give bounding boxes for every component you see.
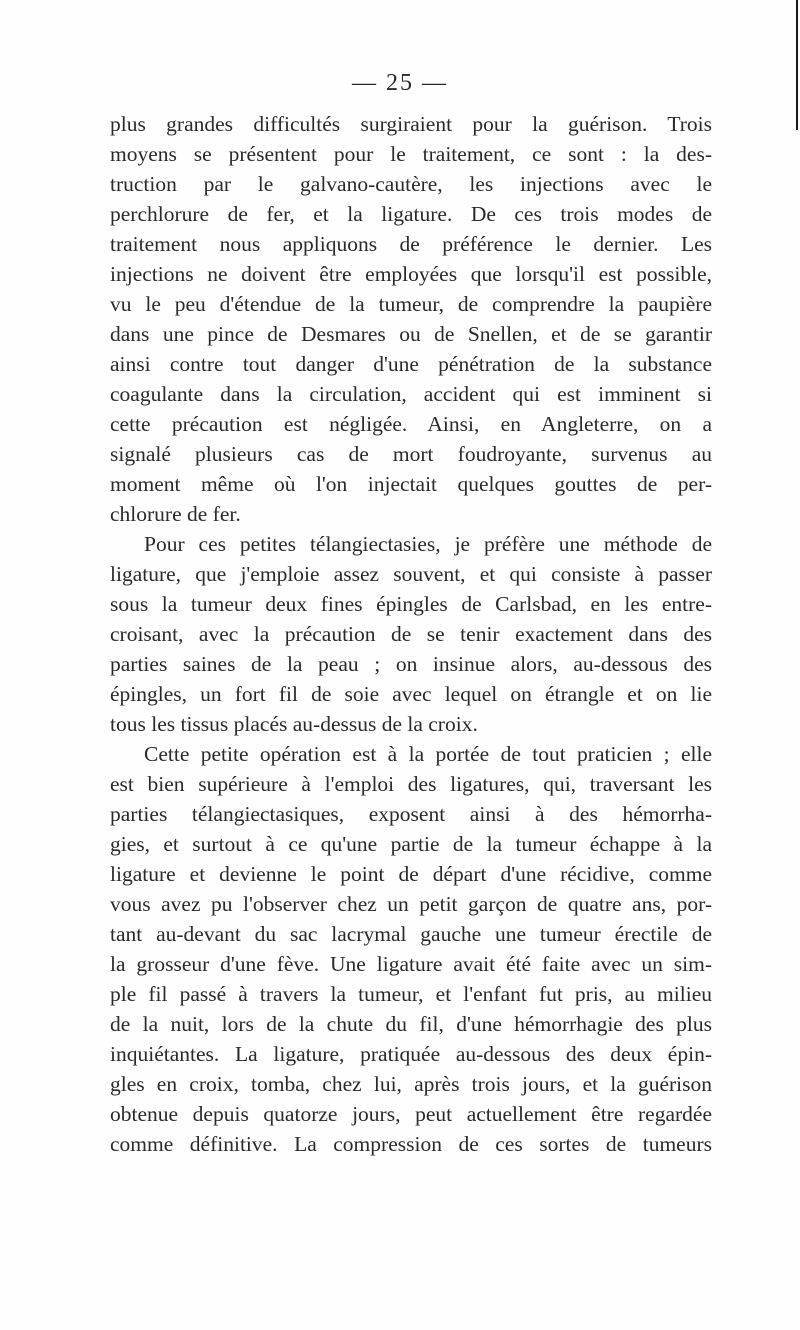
text-line: de la nuit, lors de la chute du fil, d'une hémorrhagie des plus: [110, 1012, 712, 1036]
text-line: sous la tumeur deux fines épingles de Carlsbad, en les entre-: [110, 592, 712, 616]
text-line: parties saines de la peau ; on insinue alors, au-dessous des: [110, 652, 712, 676]
text-line: ple fil passé à travers la tumeur, et l'enfant fut pris, au milieu: [110, 982, 712, 1006]
text-line: coagulante dans la circulation, accident qui est imminent si: [110, 382, 712, 406]
text-line: tant au-devant du sac lacrymal gauche une tumeur érectile de: [110, 922, 712, 946]
text-line: injections ne doivent être employées que lorsqu'il est possible,: [110, 262, 712, 286]
text-line: moment même où l'on injectait quelques gouttes de per-: [110, 472, 712, 496]
text-line: épingles, un fort fil de soie avec lequel on étrangle et on lie: [110, 682, 712, 706]
text-line: cette précaution est négligée. Ainsi, en Angleterre, on a: [110, 412, 712, 436]
text-line: vous avez pu l'observer chez un petit garçon de quatre ans, por-: [110, 892, 712, 916]
text-line: perchlorure de fer, et la ligature. De ces trois modes de: [110, 202, 712, 226]
text-line: truction par le galvano-cautère, les injections avec le: [110, 172, 712, 196]
text-line: traitement nous appliquons de préférence le dernier. Les: [110, 232, 712, 256]
text-line: comme définitive. La compression de ces sortes de tumeurs: [110, 1132, 712, 1156]
text-line: ainsi contre tout danger d'une pénétration de la substance: [110, 352, 712, 376]
page-edge-line: [796, 0, 798, 130]
text-line: croisant, avec la précaution de se tenir exactement dans des: [110, 622, 712, 646]
text-line: vu le peu d'étendue de la tumeur, de comprendre la paupière: [110, 292, 712, 316]
text-line: parties télangiectasiques, exposent ainsi à des hémorrha-: [110, 802, 712, 826]
text-line: tous les tissus placés au-dessus de la croix.: [110, 712, 478, 736]
text-line: est bien supérieure à l'emploi des ligatures, qui, traversant les: [110, 772, 712, 796]
text-line: gies, et surtout à ce qu'une partie de la tumeur échappe à la: [110, 832, 712, 856]
body-text: [110, 109, 712, 1159]
text-line: la grosseur d'une fève. Une ligature avait été faite avec un sim-: [110, 952, 712, 976]
text-line: moyens se présentent pour le traitement, ce sont : la des-: [110, 142, 712, 166]
text-line: gles en croix, tomba, chez lui, après trois jours, et la guérison: [110, 1072, 712, 1096]
text-line: chlorure de fer.: [110, 502, 241, 526]
text-line: Cette petite opération est à la portée de tout praticien ; elle: [144, 742, 712, 766]
text-line: dans une pince de Desmares ou de Snellen, et de se garantir: [110, 322, 712, 346]
text-line: plus grandes difficultés surgiraient pour la guérison. Trois: [110, 112, 712, 136]
text-line: obtenue depuis quatorze jours, peut actuellement être regardée: [110, 1102, 712, 1126]
text-line: Pour ces petites télangiectasies, je préfère une méthode de: [144, 532, 712, 556]
text-line: ligature, que j'emploie assez souvent, et qui consiste à passer: [110, 562, 712, 586]
page-number: — 25 —: [352, 70, 448, 96]
text-line: ligature et devienne le point de départ d'une récidive, comme: [110, 862, 712, 886]
text-line: inquiétantes. La ligature, pratiquée au-dessous des deux épin-: [110, 1042, 712, 1066]
text-line: signalé plusieurs cas de mort foudroyante, survenus au: [110, 442, 712, 466]
